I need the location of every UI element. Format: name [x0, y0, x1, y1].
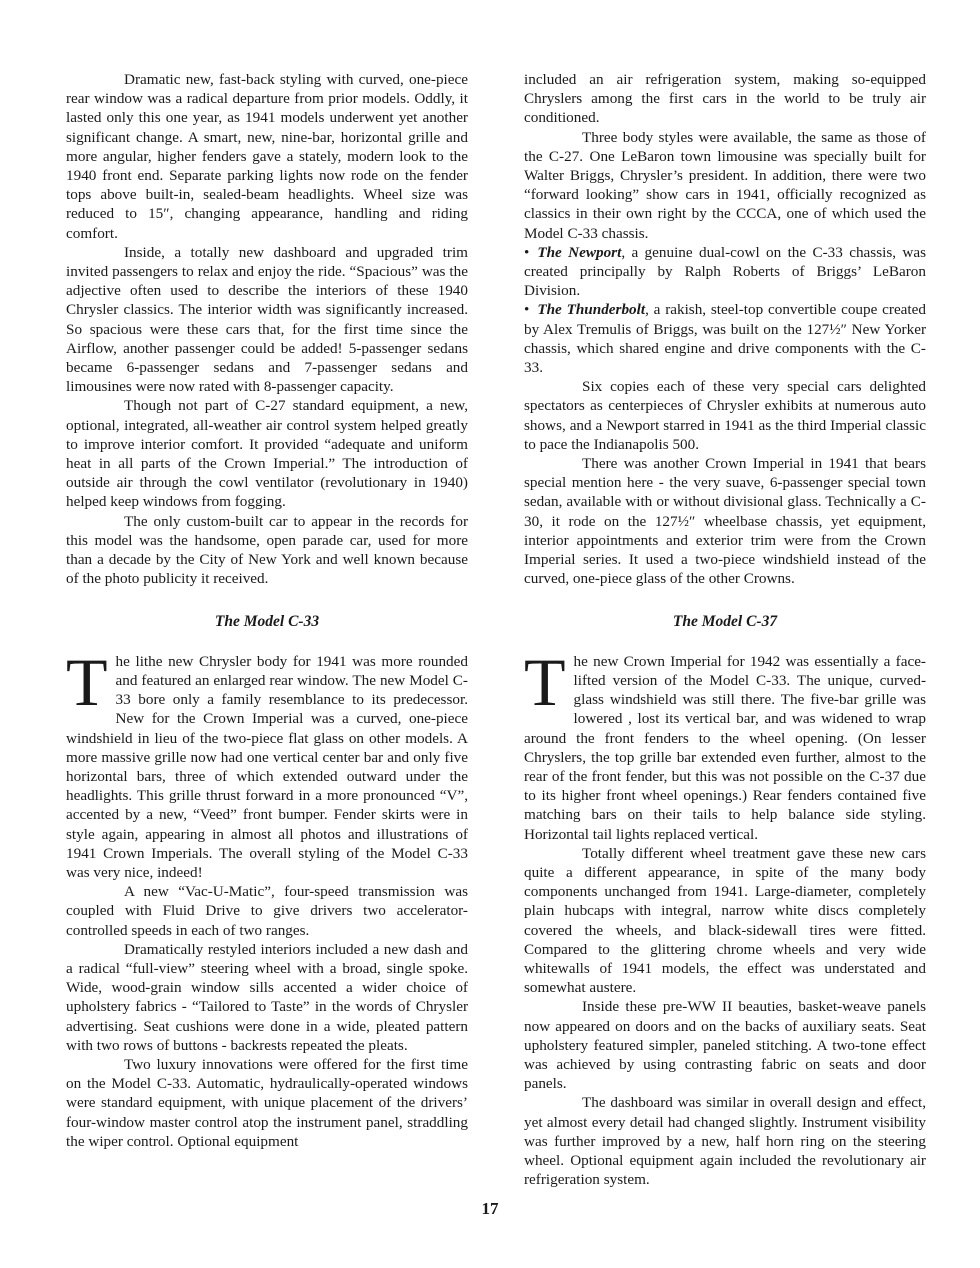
bullet-text: , a genuine dual-cowl on the C-33 chassis, was created principally by Ralph Roberts of Briggs’ LeBaron Division.	[524, 243, 927, 300]
car-name: The Thunderbolt	[537, 301, 646, 319]
paragraph: The dashboard was similar in overall design and effect, yet almost every detail had changed slightly. Instrument visibility was further improved by a new, half horn ring on the steering wheel. Optional equipment again included the revolutionary air refrigeration system.	[524, 1094, 926, 1189]
bullet-icon: •	[524, 301, 530, 319]
section-heading-c33: The Model C-33	[214, 613, 320, 631]
bullet-item-newport	[524, 243, 926, 301]
left-column	[66, 70, 468, 1151]
paragraph: Dramatically restyled interiors included a new dash and a radical “full-view” steering wheel with a broad, single spoke. Wide, wood-grain window sills accented a wider choice of upholstery fabrics - “Tailored to Taste” in the words of Chrysler advertising. Seat cushions were done in a wide, pleated pattern with two rows of buttons - backrests repeated the pleats.	[66, 940, 468, 1054]
paragraph: Two luxury innovations were offered for the first time on the Model C-33. Automatic, hydraulically-operated windows were standard equipment, with unique placement of the drivers’ four-window master control atop the instrument panel, straddling the wiper control. Optional equipment	[66, 1055, 468, 1150]
page-number: 17	[481, 1199, 499, 1218]
bullet-text: , a rakish, steel-top convertible coupe created by Alex Tremulis of Briggs, was built on the 127½″ New Yorker chassis, which shared engine and drive components with the C-33.	[524, 301, 926, 377]
section-heading-c37: The Model C-37	[672, 613, 778, 631]
paragraph: There was another Crown Imperial in 1941 that bears special mention here - the very suave, 6-passenger special town sedan, available with or without divisional glass. Technically a C-30, it rode on the 127½″ wheelbase chassis, yet equipment, interior appointments and exterior trim were from the Crown Imperial series. It used a two-piece windshield instead of the curved, one-piece glass of the other Crowns.	[524, 455, 926, 588]
paragraph: Six copies each of these very special cars delighted spectators as centerpieces of Chrysler exhibits at numerous auto shows, and a Newport starred in 1941 as the third Imperial classic to pace the Indianapolis 500.	[524, 378, 926, 453]
paragraph: Totally different wheel treatment gave these new cars quite a different appearance, in spite of the many body components unchanged from 1941. Large-diameter, completely plain hubcaps with integral, narrow white discs completely covered the wheels, and black-sidewall tires were fitted. Compared to the glittering chrome wheels and very wide whitewalls of 1941 models, the effect was understated and somewhat austere.	[524, 844, 926, 997]
paragraph: The only custom-built car to appear in the records for this model was the handsome, open parade car, used for more than a decade by the City of New York and well known because of the photo publicity it received.	[66, 512, 468, 588]
dropcap-paragraph	[66, 643, 468, 882]
dropcap-paragraph-text: he new Crown Imperial for 1942 was essentially a face-lifted version of the Model C-33. The unique, curved-glass windshield was still there. The five-bar grille was lowered , lost its vertical bar, and was widened to wrap around the front fenders to the wheel opening. (On lesser Chryslers, the top grille bar extended even further, almost to the rear of the front fender, but this was not possible on the C-37 due to its higher front wheel openings.) Rear fenders contained five matching bars on their tails to help balance side styling. Horizontal tail lights replaced vertical.	[524, 652, 926, 843]
paragraph: Inside these pre-WW II beauties, basket-weave panels now appeared on doors and on the backs of auxiliary seats. Seat upholstery featured simpler, paneled stitching. A two-tone effect was achieved by using contrasting fabric on seats and door panels.	[524, 998, 926, 1093]
dropcap-paragraph	[524, 643, 926, 844]
paragraph: Inside, a totally new dashboard and upgraded trim invited passengers to relax and enjoy the ride. “Spacious” was the adjective often used to describe the interiors of these 1940 Chrysler classics. The interior width was significantly increased. So spacious were these cars that, for the first time since the Airflow, another passenger could be added! 5-passenger sedans became 6-passenger sedans and 7-passenger sedans and limousines were now rated with 8-passenger capacity.	[66, 243, 468, 396]
bullet-item-thunderbolt	[524, 300, 926, 377]
continuation-paragraph: included an air refrigeration system, making so-equipped Chryslers among the first cars in the world to be truly air conditioned.	[524, 71, 926, 127]
bullet-icon: •	[524, 243, 530, 261]
car-name: The Newport	[537, 243, 622, 261]
right-column	[524, 70, 926, 1189]
paragraph: Three body styles were available, the same as those of the C-27. One LeBaron town limousine was specially built for Walter Briggs, Chrysler’s president. In addition, there were two “forward looking” show cars in 1941, officially recognized as classics in their own right by the CCCA, one of which used the Model C-33 chassis.	[524, 128, 926, 242]
dropcap-paragraph-text: he lithe new Chrysler body for 1941 was more rounded and featured an enlarged rear window. The new Model C-33 bore only a family resemblance to its predecessor. New for the Crown Imperial was a curved, one-piece windshield in lieu of the two-piece flat glass on other models. A more massive grille now had one vertical center bar and only five horizontal bars, three of which extended outward under the headlights. This grille thrust forward in a more pronounced “V”, accented by a new, “Veed” front bumper. Fender skirts were in style again, appearing in almost all photos and illustrations of 1941 Crown Imperials. The overall styling of the Model C-33 was very nice, indeed!	[66, 652, 468, 881]
paragraph: A new “Vac-U-Matic”, four-speed transmission was coupled with Fluid Drive to give drivers two accelerator-controlled speeds in each of two ranges.	[66, 883, 468, 939]
drop-cap: T	[66, 643, 108, 720]
drop-cap: T	[524, 643, 566, 720]
paragraph: Though not part of C-27 standard equipment, a new, optional, integrated, all-weather air control system helped greatly to improve interior comfort. It provided “adequate and uniform heat in all parts of the Crown Imperial.” The introduction of outside air through the cowl ventilator (revolutionary in 1940) helped keep windows from fogging.	[66, 397, 468, 511]
paragraph: Dramatic new, fast-back styling with curved, one-piece rear window was a radical departure from prior models. Oddly, it lasted only this one year, as 1941 models underwent yet another significant change. A smart, new, nine-bar, horizontal grille and more angular, higher fenders gave a stately, modern look to the 1940 front end. Separate parking lights now rode on the fender tops above built-in, sealed-beam headlights. Wheel size was reduced to 15″, changing appearance, handling and riding comfort.	[66, 71, 468, 242]
